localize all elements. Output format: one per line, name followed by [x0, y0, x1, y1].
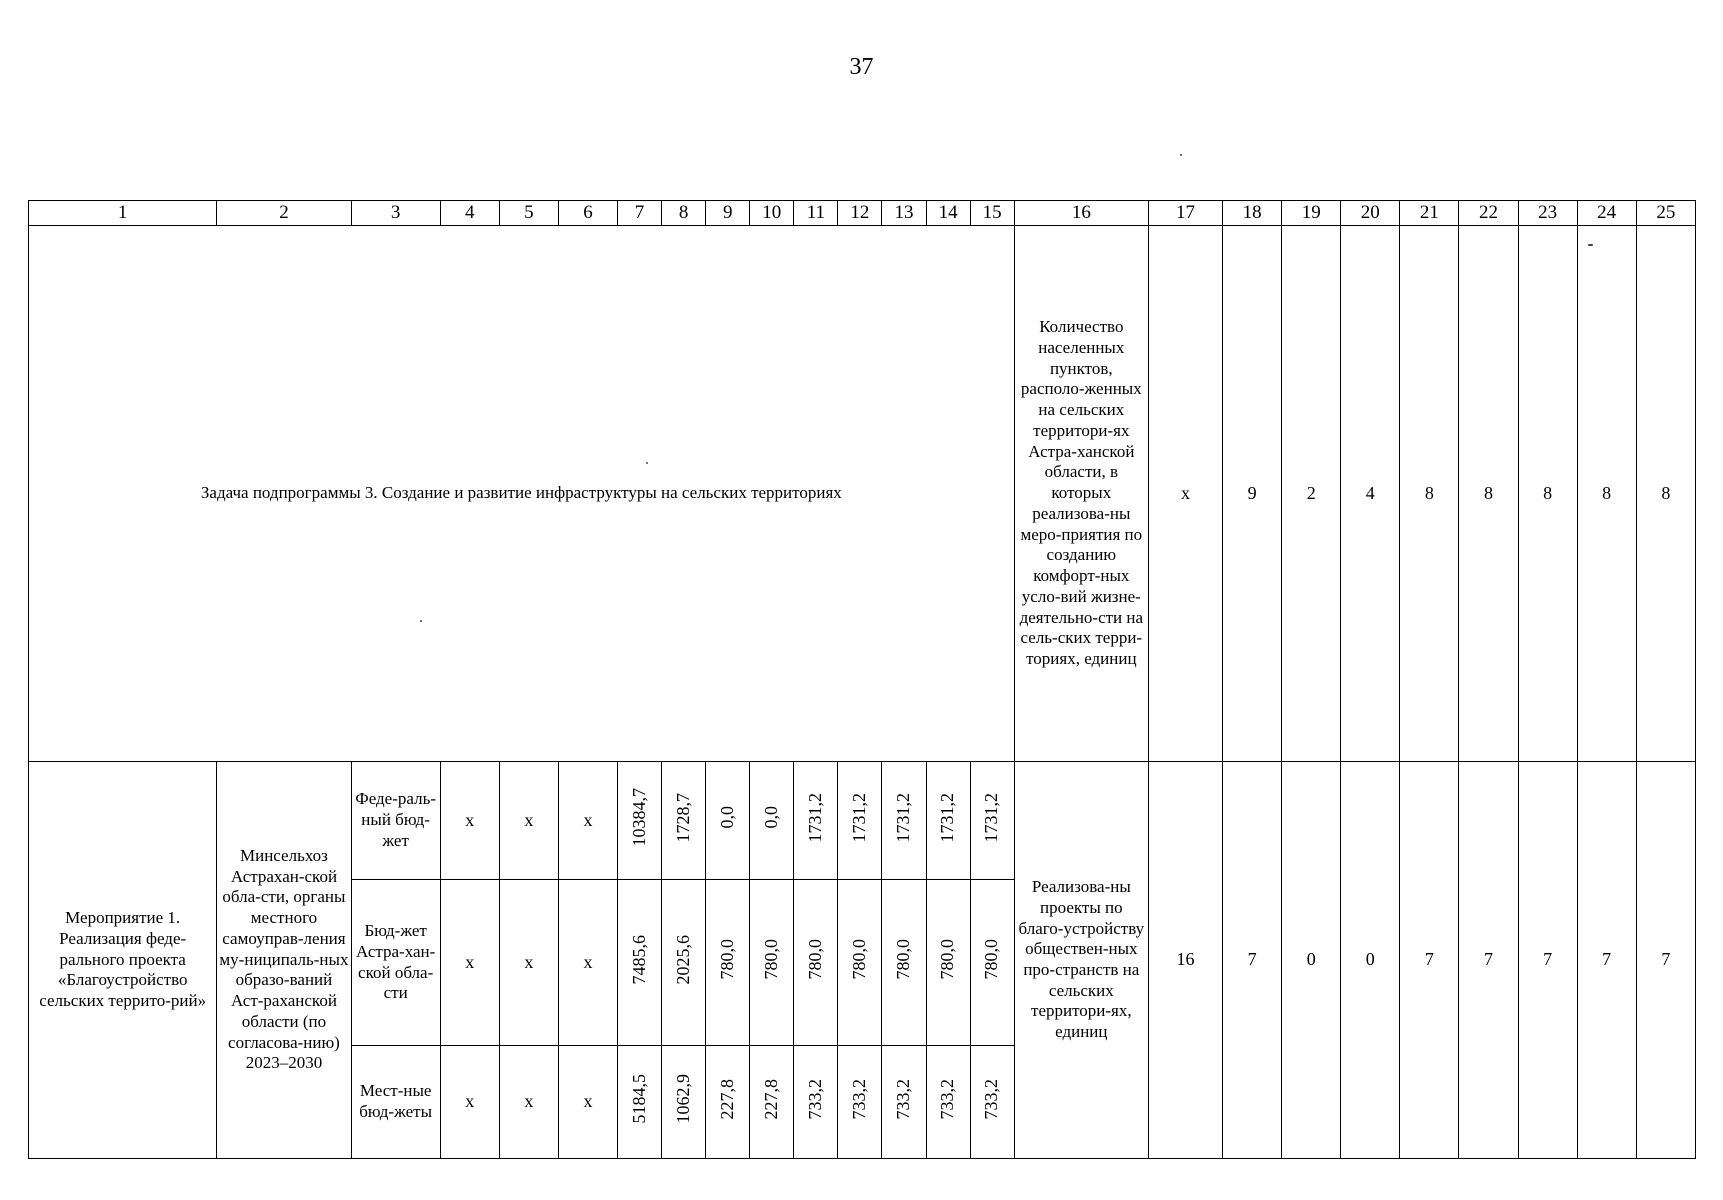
indicator-value: 0 — [1282, 762, 1341, 1159]
funding-amount-cell — [970, 1046, 1014, 1159]
funding-amount-cell — [926, 762, 970, 880]
task-value: 2 — [1282, 226, 1341, 762]
col-number: 6 — [558, 201, 617, 226]
funding-amount: 733,2 — [981, 1078, 1002, 1120]
funding-amount-cell — [970, 880, 1014, 1046]
indicator-value: 7 — [1223, 762, 1282, 1159]
funding-mark: x — [558, 1046, 617, 1159]
funding-amount: 1731,2 — [937, 792, 958, 843]
funding-amount-cell — [750, 880, 794, 1046]
col-number: 25 — [1636, 201, 1695, 226]
funding-amount-cell — [706, 880, 750, 1046]
task-value: x — [1148, 226, 1222, 762]
funding-amount-cell — [794, 762, 838, 880]
col-number: 5 — [499, 201, 558, 226]
indicator-value: 0 — [1341, 762, 1400, 1159]
col-number: 21 — [1400, 201, 1459, 226]
funding-amount-cell — [662, 1046, 706, 1159]
funding-row-federal — [29, 762, 1696, 880]
col-number: 20 — [1341, 201, 1400, 226]
funding-amount-cell — [838, 880, 882, 1046]
funding-amount-cell — [706, 1046, 750, 1159]
col-number: 3 — [351, 201, 440, 226]
funding-mark: x — [558, 880, 617, 1046]
task-title: Задача подпрограммы 3. Создание и развитие инфраструктуры на сельских территориях — [29, 226, 1015, 762]
task-value: 8 — [1577, 226, 1636, 762]
scan-speck — [1180, 154, 1182, 156]
funding-amount: 1731,2 — [848, 792, 869, 843]
funding-source: Феде-раль-ный бюд-жет — [351, 762, 440, 880]
funding-amount-cell — [882, 762, 926, 880]
col-number: 1 — [29, 201, 217, 226]
indicator-value: 7 — [1518, 762, 1577, 1159]
funding-amount: 780,0 — [716, 939, 737, 980]
col-number: 14 — [926, 201, 970, 226]
program-table — [28, 200, 1696, 1159]
funding-source: Бюд-жет Астра-хан-ской обла-сти — [351, 880, 440, 1046]
funding-amount: 733,2 — [937, 1078, 958, 1120]
funding-amount: 780,0 — [760, 939, 781, 980]
col-number: 17 — [1148, 201, 1222, 226]
col-number: 15 — [970, 201, 1014, 226]
funding-amount-cell — [618, 1046, 662, 1159]
funding-amount-cell — [970, 762, 1014, 880]
funding-mark: x — [440, 1046, 499, 1159]
task-indicator: Количество населенных пунктов, располо-женных на сельских территори-ях Астра-ханской области, в которых реализова-ны меро-приятия по созданию комфорт-ных усло-вий жизне-деятельно-сти на сель-ских терри-ториях, единиц — [1014, 226, 1148, 762]
funding-amount: 0,0 — [716, 806, 737, 829]
col-number: 22 — [1459, 201, 1518, 226]
indicator-value: 16 — [1148, 762, 1222, 1159]
funding-amount: 2025,6 — [672, 934, 693, 985]
funding-amount-cell — [750, 762, 794, 880]
funding-mark: x — [440, 880, 499, 1046]
funding-amount: 1062,9 — [672, 1074, 693, 1124]
funding-mark: x — [440, 762, 499, 880]
col-number: 4 — [440, 201, 499, 226]
col-number: 2 — [217, 201, 351, 226]
indicator-value: 7 — [1636, 762, 1695, 1159]
funding-amount-cell — [794, 1046, 838, 1159]
funding-amount-cell — [618, 762, 662, 880]
activity-indicator: Реализова-ны проекты по благо-устройству обществен-ных про-странств на сельских территори-ях, единиц — [1014, 762, 1148, 1159]
task-value: 9 — [1223, 226, 1282, 762]
col-number: 11 — [794, 201, 838, 226]
funding-amount-cell — [926, 880, 970, 1046]
funding-amount: 780,0 — [848, 939, 869, 980]
col-number: 23 — [1518, 201, 1577, 226]
col-number: 19 — [1282, 201, 1341, 226]
funding-amount: 1728,7 — [672, 792, 693, 843]
col-number: 10 — [750, 201, 794, 226]
indicator-value: 7 — [1400, 762, 1459, 1159]
funding-amount-cell — [662, 762, 706, 880]
funding-mark: x — [499, 880, 558, 1046]
funding-amount: 780,0 — [804, 939, 825, 980]
col-number: 8 — [662, 201, 706, 226]
funding-amount-cell — [618, 880, 662, 1046]
funding-amount: 7485,6 — [628, 934, 649, 985]
funding-mark: x — [499, 1046, 558, 1159]
funding-amount-cell — [794, 880, 838, 1046]
activity-executor: Минсельхоз Астрахан-ской обла-сти, органы местного самоуправ-ления му-ниципаль-ных образо-ваний Аст-раханской области (по согласова-нию) 2023–2030 — [217, 762, 351, 1159]
funding-amount: 1731,2 — [981, 792, 1002, 843]
activity-name: Мероприятие 1. Реализация феде-рального проекта «Благоустройство сельских террито-рий» — [29, 762, 217, 1159]
funding-amount-cell — [882, 880, 926, 1046]
indicator-value: 7 — [1459, 762, 1518, 1159]
funding-amount: 1731,2 — [893, 792, 914, 843]
funding-amount-cell — [882, 1046, 926, 1159]
task-row — [29, 226, 1696, 762]
funding-amount: 780,0 — [893, 939, 914, 980]
funding-amount: 780,0 — [981, 939, 1002, 980]
funding-amount: 733,2 — [804, 1078, 825, 1120]
funding-amount-cell — [838, 762, 882, 880]
task-value: 4 — [1341, 226, 1400, 762]
funding-amount: 733,2 — [893, 1078, 914, 1120]
col-number: 7 — [618, 201, 662, 226]
col-number: 16 — [1014, 201, 1148, 226]
indicator-value: 7 — [1577, 762, 1636, 1159]
funding-amount: 1731,2 — [804, 792, 825, 843]
funding-amount-cell — [926, 1046, 970, 1159]
funding-amount-cell — [838, 1046, 882, 1159]
col-number: 24 — [1577, 201, 1636, 226]
task-value: 8 — [1636, 226, 1695, 762]
funding-source: Мест-ные бюд-жеты — [351, 1046, 440, 1159]
funding-mark: x — [558, 762, 617, 880]
funding-amount: 0,0 — [760, 806, 781, 829]
funding-amount: 780,0 — [937, 939, 958, 980]
funding-amount: 227,8 — [716, 1078, 737, 1120]
column-number-row — [29, 201, 1696, 226]
task-value: 8 — [1459, 226, 1518, 762]
col-number: 13 — [882, 201, 926, 226]
funding-amount: 5184,5 — [628, 1074, 649, 1124]
col-number: 18 — [1223, 201, 1282, 226]
funding-mark: x — [499, 762, 558, 880]
col-number: 12 — [838, 201, 882, 226]
funding-amount-cell — [662, 880, 706, 1046]
col-number: 9 — [706, 201, 750, 226]
task-value: 8 — [1400, 226, 1459, 762]
funding-amount-cell — [706, 762, 750, 880]
funding-amount: 227,8 — [760, 1078, 781, 1120]
task-value: 8 — [1518, 226, 1577, 762]
funding-amount-cell — [750, 1046, 794, 1159]
page-number: 37 — [849, 54, 874, 80]
funding-amount: 10384,7 — [628, 788, 649, 847]
funding-amount: 733,2 — [848, 1078, 869, 1120]
